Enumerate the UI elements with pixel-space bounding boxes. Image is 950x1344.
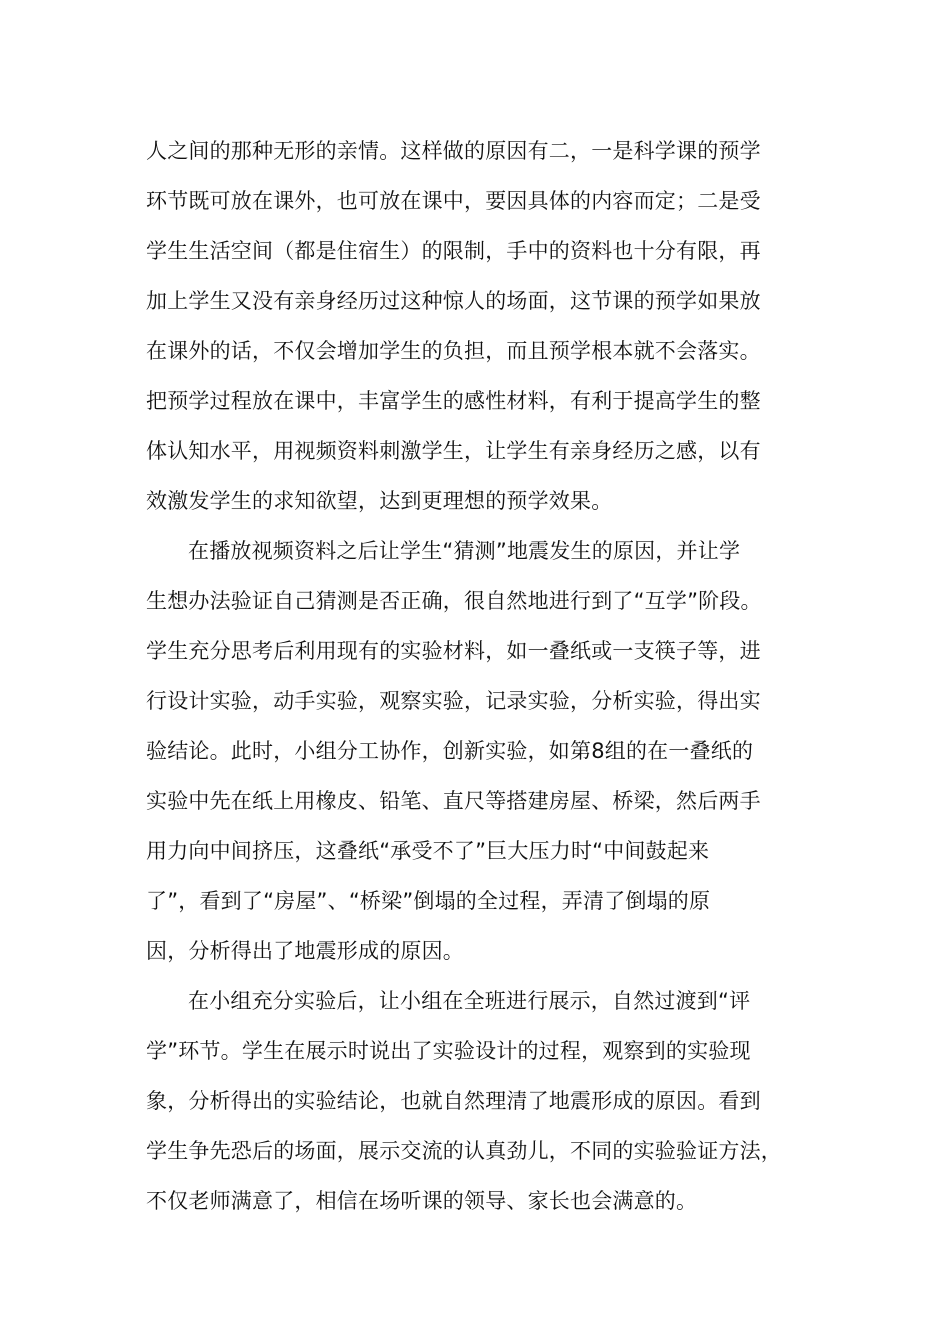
- paragraph-2: [146, 526, 812, 976]
- text-line: 用力向中间挤压，这叠纸“承受不了”巨大压力时“中间鼓起来: [146, 839, 710, 863]
- text-line: 把预学过程放在课中，丰富学生的感性材料，有利于提高学生的整: [146, 389, 761, 413]
- text-line: 在播放视频资料之后让学生“猜测”地震发生的原因，并让学: [188, 539, 741, 563]
- text-line: 学生争先恐后的场面，展示交流的认真劲儿，不同的实验验证方法，: [146, 1139, 782, 1163]
- text-line: 象，分析得出的实验结论，也就自然理清了地震形成的原因。看到: [146, 1089, 761, 1113]
- paragraph-3: [146, 976, 812, 1226]
- text-line: 验结论。此时，小组分工协作，创新实验，如第8组的在一叠纸的: [146, 739, 754, 763]
- text-line: 学”环节。学生在展示时说出了实验设计的过程，观察到的实验现: [146, 1039, 751, 1063]
- text-line: 不仅老师满意了，相信在场听课的领导、家长也会满意的。: [146, 1189, 698, 1213]
- document-body: [146, 126, 812, 1226]
- text-line: 在课外的话，不仅会增加学生的负担，而且预学根本就不会落实。: [146, 339, 761, 363]
- text-line: 因，分析得出了地震形成的原因。: [146, 939, 464, 963]
- text-line: 了”，看到了“房屋”、“桥梁”倒塌的全过程，弄清了倒塌的原: [146, 889, 711, 913]
- text-line: 体认知水平，用视频资料刺激学生，让学生有亲身经历之感，以有: [146, 439, 761, 463]
- text-line: 行设计实验，动手实验，观察实验，记录实验，分析实验，得出实: [146, 689, 761, 713]
- text-line: 在小组充分实验后，让小组在全班进行展示，自然过渡到“评: [188, 989, 751, 1013]
- text-line: 加上学生又没有亲身经历过这种惊人的场面，这节课的预学如果放: [146, 289, 761, 313]
- text-line: 效激发学生的求知欲望，达到更理想的预学效果。: [146, 489, 613, 513]
- text-line: 环节既可放在课外，也可放在课中，要因具体的内容而定；二是受: [146, 189, 761, 213]
- text-line: 人之间的那种无形的亲情。这样做的原因有二，一是科学课的预学: [146, 139, 761, 163]
- paragraph-1: [146, 126, 812, 526]
- text-line: 实验中先在纸上用橡皮、铅笔、直尺等搭建房屋、桥梁，然后两手: [146, 789, 761, 813]
- text-line: 学生生活空间（都是住宿生）的限制，手中的资料也十分有限，再: [146, 239, 761, 263]
- text-line: 生想办法验证自己猜测是否正确，很自然地进行到了“互学”阶段。: [146, 589, 762, 613]
- text-line: 学生充分思考后利用现有的实验材料，如一叠纸或一支筷子等，进: [146, 639, 761, 663]
